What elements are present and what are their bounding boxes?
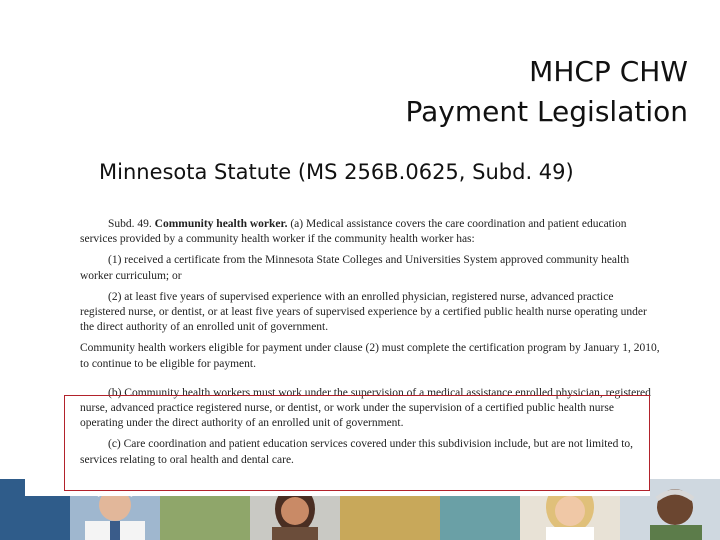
slide-title	[188, 52, 688, 132]
slide-subtitle: Minnesota Statute (MS 256B.0625, Subd. 49)	[99, 160, 574, 184]
statute-term: Community health worker.	[154, 218, 288, 230]
statute-subd-label: Subd. 49.	[108, 218, 152, 230]
statute-paragraph-c: (c) Care coordination and patient education services covered under this subdivision include, but are not limited to, services relating to oral health and dental care.	[80, 438, 634, 466]
statute-intro-text: (a) Medical assistance covers the care coordination and patient education services provided by a community health worker if the community health worker has:	[80, 218, 627, 246]
statute-certification-paragraph: Community health workers eligible for payment under clause (2) must complete the certification program by January 1, 2010, to continue to be eligible for payment.	[80, 342, 660, 370]
statute-clause-2: (2) at least five years of supervised experience with an enrolled physician, registered nurse, advanced practice registered nurse, or dentist, or at least five years of supervised experience by a certified public health nurse operating under the direct authority of an enrolled unit of government.	[80, 290, 647, 334]
slide-title-line-1: MHCP CHW	[529, 55, 688, 88]
slide-title-line-2: Payment Legislation	[405, 95, 688, 128]
statute-paragraph-b: (b) Community health workers must work under the supervision of a medical assistance enrolled physician, registered nurse, advanced practice registered nurse, or dentist, or work under the supervision of a certified public health nurse operating under the direct authority of an enrolled unit of government.	[80, 386, 651, 430]
statute-clause-1: (1) received a certificate from the Minnesota State Colleges and Universities System approved community health worker curriculum; or	[80, 254, 630, 282]
statute-intro	[80, 217, 660, 247]
highlight-box	[64, 395, 650, 491]
